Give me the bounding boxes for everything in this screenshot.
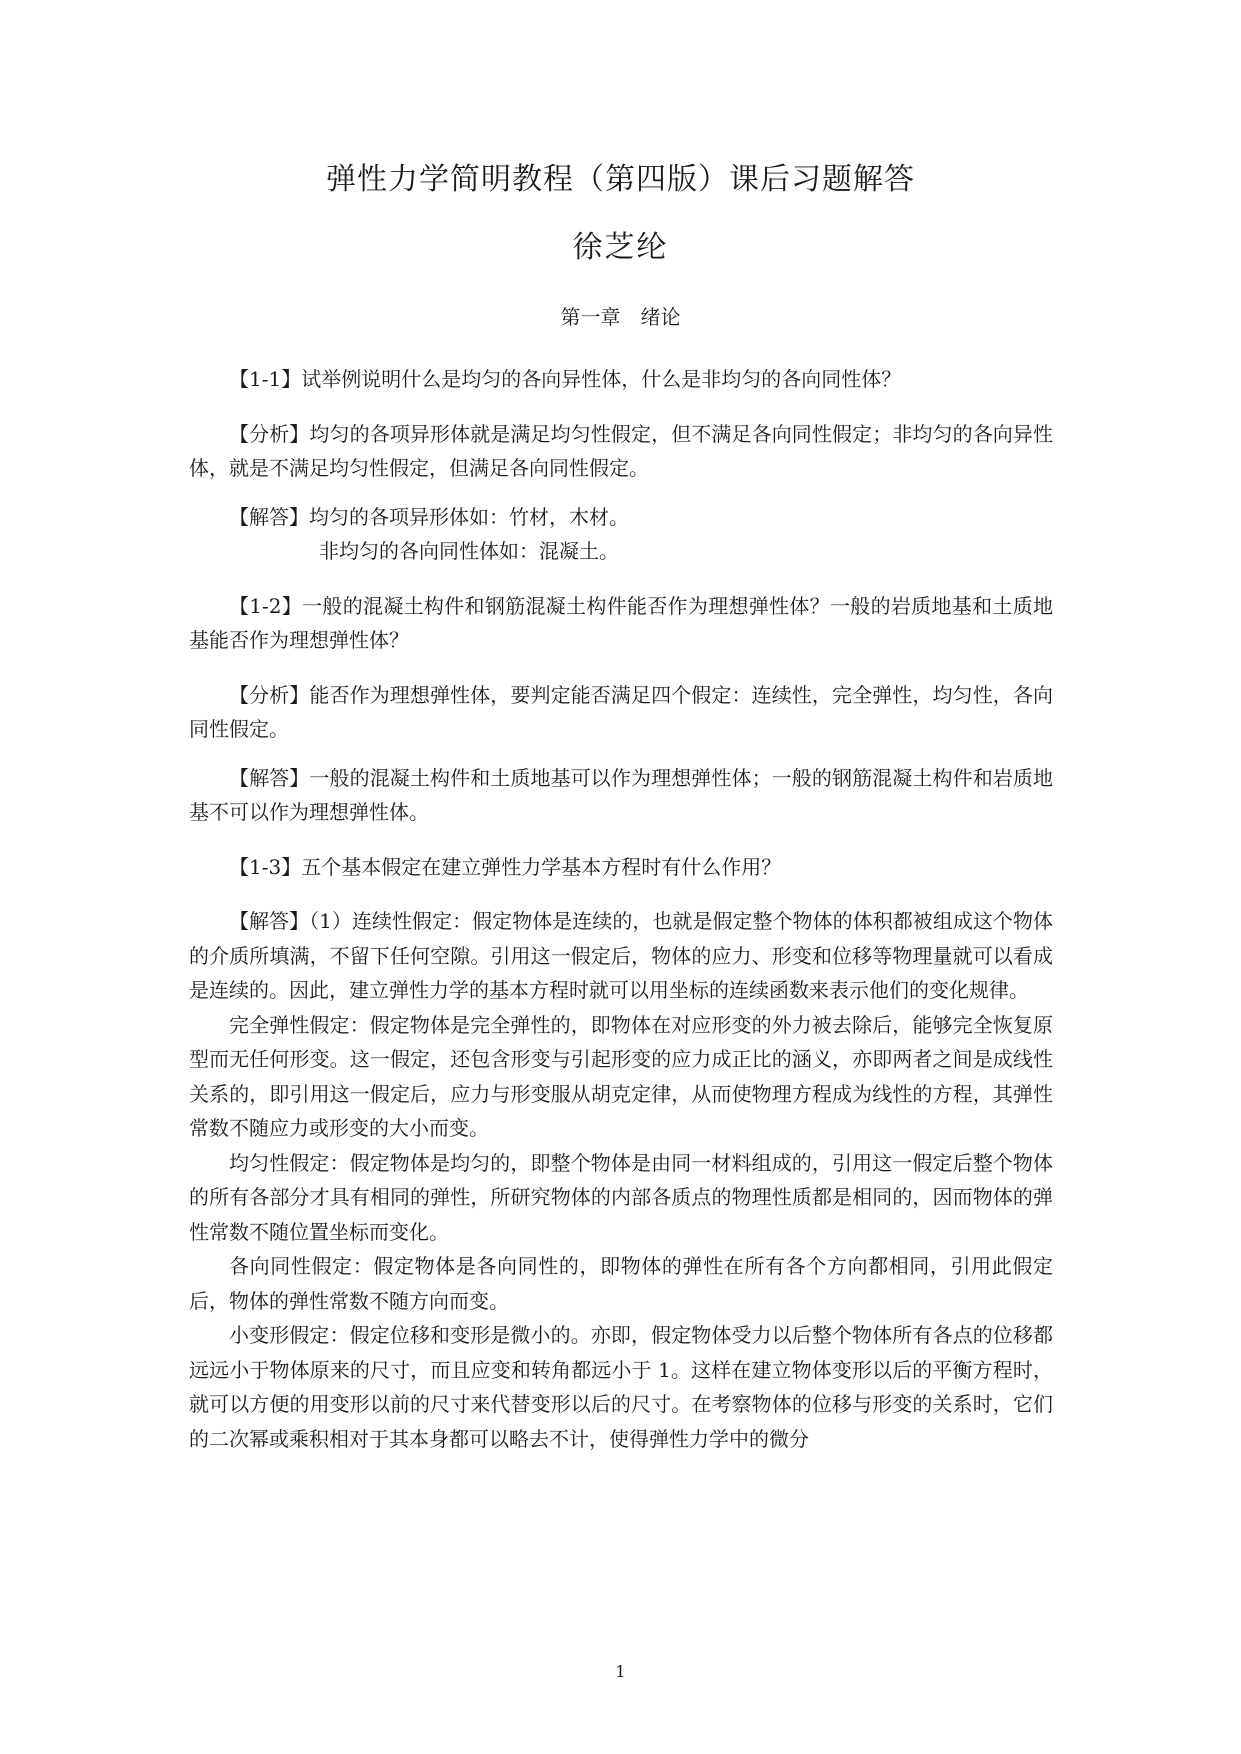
paragraph-tag: 【1-1】 [229,367,302,391]
paragraph-text: 均匀性假定：假定物体是均匀的，即整个物体是由同一材料组成的，引用这一假定后整个物体的所有各部分才具有相同的弹性，所研究物体的内部各质点的物理性质都是相同的，因而物体的弹性常数不随位置坐标而变化。 [189,1150,1053,1244]
document-author: 徐芝纶 [572,230,669,265]
paragraph-text: 均匀的各项异形体如：竹材，木材。 [309,504,629,529]
paragraph-text: 五个基本假定在建立弹性力学基本方程时有什么作用？ [301,854,782,879]
paragraph-text: 能否作为理想弹性体，要判定能否满足四个假定：连续性，完全弹性，均匀性，各向同性假定。 [189,682,1054,741]
question-1-2 [189,589,1053,658]
answer-1-3-elasticity [189,1008,1053,1146]
paragraph-text: （1）连续性假定：假定物体是连续的，也就是假定整个物体的体积都被组成这个物体的介质所填满，不留下任何空隙。引用这一假定后，物体的应力、形变和位移等物理量就可以看成是连续的。因此，建立弹性力学的基本方程时就可以用坐标的连续函数来表示他们的变化规律。 [189,909,1053,1002]
answer-1-3-homogeneity [189,1146,1053,1250]
paragraph-text: 均匀的各项异形体就是满足均匀性假定，但不满足各向同性假定；非均匀的各向异性体，就是不满足均匀性假定，但满足各向同性假定。 [189,421,1054,480]
answer-1-2 [189,761,1053,830]
paragraph-text: 一般的混凝土构件和土质地基可以作为理想弹性体；一般的钢筋混凝土构件和岩质地基不可以作为理想弹性体。 [189,765,1054,824]
document-title: 弹性力学简明教程（第四版）课后习题解答 [326,162,915,197]
paragraph-text: 一般的混凝土构件和钢筋混凝土构件能否作为理想弹性体？一般的岩质地基和土质地基能否作为理想弹性体？ [189,593,1053,652]
answer-1-1-continued [189,534,1053,569]
answer-1-3-small-deformation [189,1318,1053,1456]
answer-1-3-isotropy [189,1249,1053,1318]
answer-1-1 [189,500,1053,535]
paragraph-tag: 【解答】 [229,909,310,933]
paragraph-tag: 【1-2】 [229,593,303,618]
question-1-1 [189,362,1053,397]
paragraph-tag: 【分析】 [229,682,310,707]
page-number: 1 [615,1662,626,1681]
paragraph-tag: 【1-3】 [229,854,302,879]
answer-1-3-continuity [189,904,1053,1008]
analysis-1-1 [189,417,1053,486]
paragraph-text: 小变形假定：假定位移和变形是微小的。亦即，假定物体受力以后整个物体所有各点的位移都远远小于物体原来的尺寸，而且应变和转角都远小于 1。这样在建立物体变形以后的平衡方程时，就可以方便的用变形以前的尺寸来代替变形以后的尺寸。在考察物体的位移与形变的关系时，它们的二次幂或乘积相对于其本身都可以略去不计，使得弹性力学中的微分 [189,1323,1053,1451]
paragraph-text: 完全弹性假定：假定物体是完全弹性的，即物体在对应形变的外力被去除后，能够完全恢复原型而无任何形变。这一假定，还包含形变与引起形变的应力成正比的涵义，亦即两者之间是成线性关系的，即引用这一假定后，应力与形变服从胡克定律，从而使物理方程成为线性的方程，其弹性常数不随应力或形变的大小而变。 [189,1012,1053,1140]
paragraph-tag: 【解答】 [229,765,310,790]
paragraph-text: 各向同性假定：假定物体是各向同性的，即物体的弹性在所有各个方向都相同，引用此假定后，物体的弹性常数不随方向而变。 [189,1254,1053,1313]
document-body [189,362,1053,1456]
paragraph-text: 试举例说明什么是均匀的各向异性体，什么是非均匀的各向同性体？ [301,367,902,391]
paragraph-tag: 【解答】 [229,504,309,529]
chapter-heading: 第一章 绪论 [560,305,681,329]
paragraph-text: 非均匀的各向同性体如：混凝土。 [319,539,619,563]
analysis-1-2 [189,678,1053,747]
question-1-3 [189,850,1053,885]
paragraph-tag: 【分析】 [229,421,310,446]
